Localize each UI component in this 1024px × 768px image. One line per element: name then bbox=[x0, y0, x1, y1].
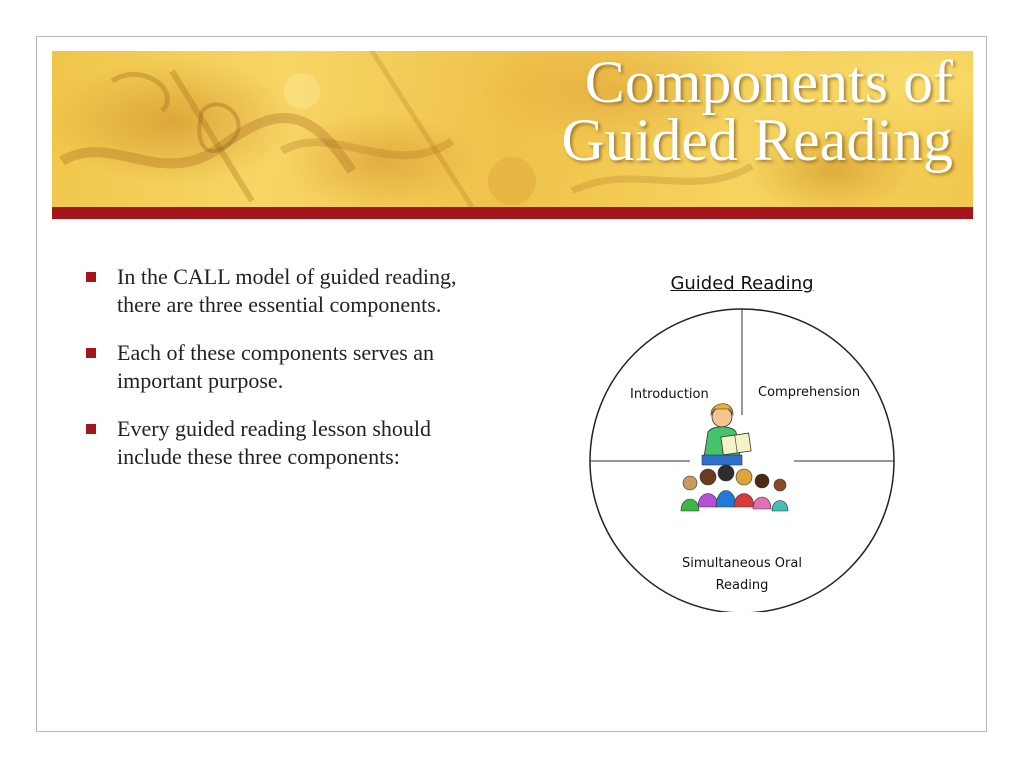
bullet-text: Each of these components serves an important purpose. bbox=[117, 340, 435, 393]
title-divider-bar bbox=[52, 207, 973, 219]
slide bbox=[36, 36, 987, 732]
square-bullet-icon bbox=[86, 272, 96, 282]
square-bullet-icon bbox=[86, 424, 96, 434]
slide-title-line-2: Guided Reading bbox=[561, 107, 953, 173]
bullet-item bbox=[85, 339, 485, 395]
diagram-title: Guided Reading bbox=[670, 273, 814, 294]
slide-title-line-1: Components of bbox=[584, 51, 953, 115]
bullet-item bbox=[85, 263, 485, 319]
title-banner bbox=[52, 51, 973, 207]
bullet-list bbox=[85, 263, 485, 491]
guided-reading-diagram bbox=[582, 267, 912, 612]
slide-title bbox=[561, 51, 953, 173]
segment-label-comprehension: Comprehension bbox=[758, 385, 861, 400]
segment-label-introduction: Introduction bbox=[630, 387, 709, 402]
square-bullet-icon bbox=[86, 348, 96, 358]
segment-label-oral-reading: Simultaneous Oral Reading bbox=[682, 556, 802, 593]
bullet-item bbox=[85, 415, 485, 471]
bullet-text: In the CALL model of guided reading, there are three essential components. bbox=[117, 264, 457, 317]
bullet-text: Every guided reading lesson should include these three components: bbox=[117, 416, 432, 469]
